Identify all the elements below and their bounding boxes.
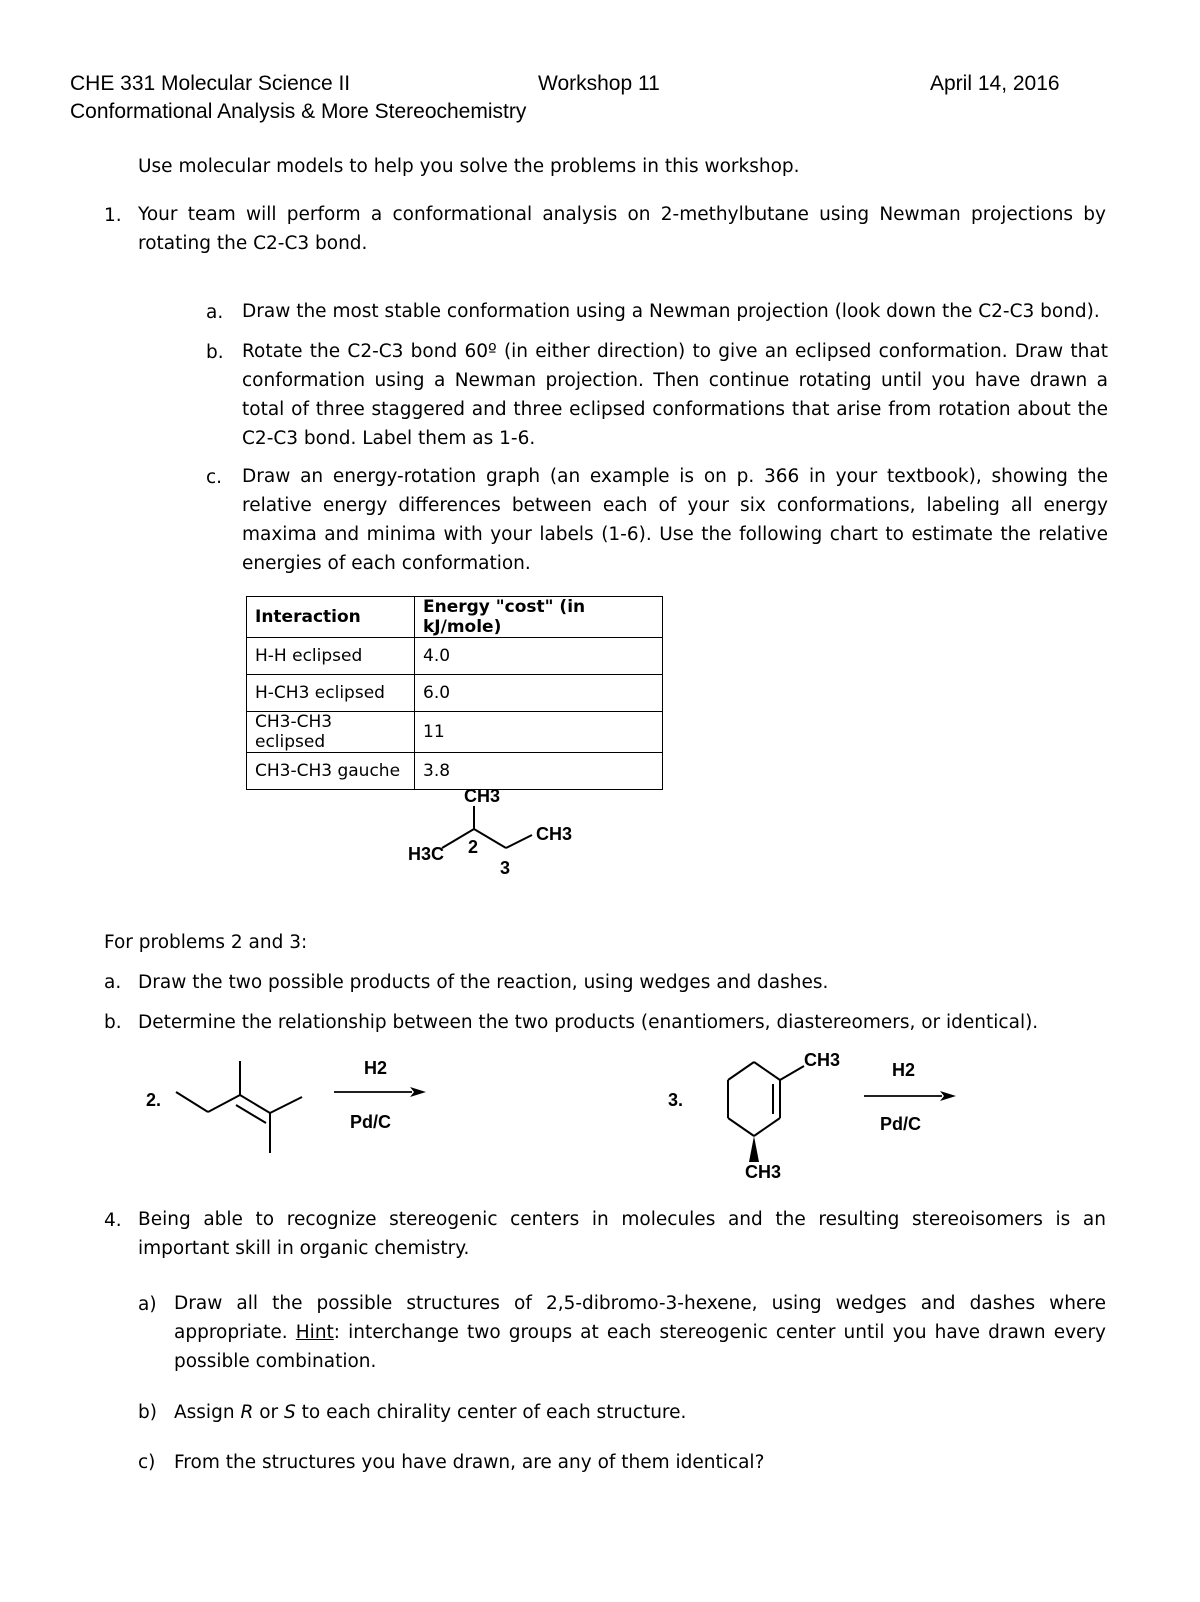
- problem-4b-s: S: [284, 1402, 296, 1423]
- workshop-number: Workshop 11: [538, 72, 660, 95]
- table-cell-energy: 3.8: [415, 753, 663, 790]
- problem-1b-text: Rotate the C2-C3 bond 60º (in either direction) to give an eclipsed conformation. Draw that conformation using a Newman projection. Then continue rotating until you have drawn a total of three staggered and three eclipsed conformations that arise from rotation about the C2-C3 bond. Label them as 1-6.: [242, 341, 1108, 449]
- table-cell-interaction: H-H eclipsed: [247, 638, 415, 675]
- problem-4b-pre: Assign: [174, 1402, 235, 1423]
- methyl-right-label: CH3: [536, 824, 573, 844]
- problem-2-reagent-bottom: Pd/C: [350, 1112, 392, 1132]
- problem-1c-label: c.: [206, 467, 223, 488]
- problem-4a-text: [174, 1289, 1106, 1376]
- table-header-interaction: Interaction: [247, 597, 415, 638]
- table-cell-interaction: CH3-CH3 eclipsed: [247, 712, 415, 753]
- table-cell-interaction: H-CH3 eclipsed: [247, 675, 415, 712]
- table-cell-energy: 6.0: [415, 675, 663, 712]
- problem-1a-label: a.: [206, 302, 224, 323]
- course-title: CHE 331 Molecular Science II: [70, 72, 351, 95]
- problem-1c-text: Draw an energy-rotation graph (an example is on p. 366 in your textbook), showing the relative energy differences between each of your six conformations, labeling all energy maxima and minima with your labels (1-6). Use the following chart to estimate the relative energies of each conformation.: [242, 466, 1108, 574]
- table-cell-energy: 11: [415, 712, 663, 753]
- problem-3-cyclohexene-structure: [700, 1050, 860, 1180]
- problem-4-text: Being able to recognize stereogenic centers in molecules and the resulting stereoisomers is an important skill in organic chemistry.: [138, 1209, 1106, 1259]
- problem-4a-text-part1: Draw all the possible structures of 2,5-dibromo-3-hexene, using wedges and dashes where appropriate.: [174, 1293, 1106, 1343]
- workshop-subtitle: Conformational Analysis & More Stereochemistry: [70, 100, 527, 123]
- problem-3-methyl-top: CH3: [804, 1050, 841, 1070]
- problem-4b-text: [174, 1402, 686, 1423]
- problem-2-reaction-arrow: [330, 1082, 430, 1102]
- problem-4a-label: a): [138, 1294, 157, 1315]
- problems-2-3-b-label: b.: [104, 1012, 122, 1033]
- problem-1b-label: b.: [206, 342, 224, 363]
- problems-2-3-intro: For problems 2 and 3:: [104, 932, 308, 953]
- methyl-top-label: CH3: [464, 786, 501, 806]
- carbon-3-label: 3: [500, 858, 511, 878]
- methylbutane-bonds: [442, 806, 532, 848]
- problems-2-3-a-text: Draw the two possible products of the reaction, using wedges and dashes.: [138, 972, 829, 993]
- problem-4a-hint: Hint: [295, 1322, 334, 1343]
- problem-4b-label: b): [138, 1402, 157, 1423]
- problem-1a-text: Draw the most stable conformation using a Newman projection (look down the C2-C3 bond).: [242, 301, 1100, 322]
- table-row: [247, 753, 663, 790]
- carbon-2-label: 2: [468, 837, 479, 857]
- problem-4c-text: From the structures you have drawn, are any of them identical?: [174, 1452, 765, 1473]
- alkene-bonds: [176, 1061, 302, 1153]
- problem-1-number: 1.: [104, 205, 122, 226]
- table-header-energy: Energy "cost" (in kJ/mole): [415, 597, 663, 638]
- table-row: [247, 712, 663, 753]
- problem-3-number: 3.: [668, 1090, 684, 1110]
- problem-2-alkene-structure: [170, 1055, 320, 1165]
- table-header-row: [247, 597, 663, 638]
- energy-cost-table: [246, 596, 663, 790]
- problem-2-number: 2.: [146, 1090, 162, 1110]
- problem-2-reagent-top: H2: [364, 1058, 388, 1078]
- intro-text: Use molecular models to help you solve the problems in this workshop.: [138, 156, 800, 177]
- table-row: [247, 675, 663, 712]
- methylbutane-structure: [400, 785, 600, 895]
- table-cell-interaction: CH3-CH3 gauche: [247, 753, 415, 790]
- table-cell-energy: 4.0: [415, 638, 663, 675]
- table-row: [247, 638, 663, 675]
- problem-4-number: 4.: [104, 1210, 122, 1231]
- problem-4a-text-part2: : interchange two groups at each stereogenic center until you have drawn every possible combination.: [174, 1322, 1106, 1372]
- problem-3-reagent-top: H2: [892, 1060, 916, 1080]
- problems-2-3-a-label: a.: [104, 972, 122, 993]
- problems-2-3-b-text: Determine the relationship between the two products (enantiomers, diastereomers, or identical).: [138, 1012, 1039, 1033]
- problem-3-reaction-arrow: [860, 1086, 960, 1106]
- problem-1-text: Your team will perform a conformational analysis on 2-methylbutane using Newman projections by rotating the C2-C3 bond.: [138, 204, 1106, 254]
- workshop-date: April 14, 2016: [930, 72, 1060, 95]
- cyclohexene-bonds: [728, 1062, 804, 1136]
- wedge-bond: [749, 1136, 759, 1162]
- methyl-left-label: H3C: [408, 844, 445, 864]
- problem-4b-post: to each chirality center of each structure.: [301, 1402, 687, 1423]
- problem-4b-r: R: [240, 1402, 254, 1423]
- problem-3-reagent-bottom: Pd/C: [880, 1114, 922, 1134]
- problem-3-methyl-bottom: CH3: [745, 1162, 782, 1180]
- problem-4c-label: c): [138, 1452, 156, 1473]
- problem-4b-or: or: [259, 1402, 279, 1423]
